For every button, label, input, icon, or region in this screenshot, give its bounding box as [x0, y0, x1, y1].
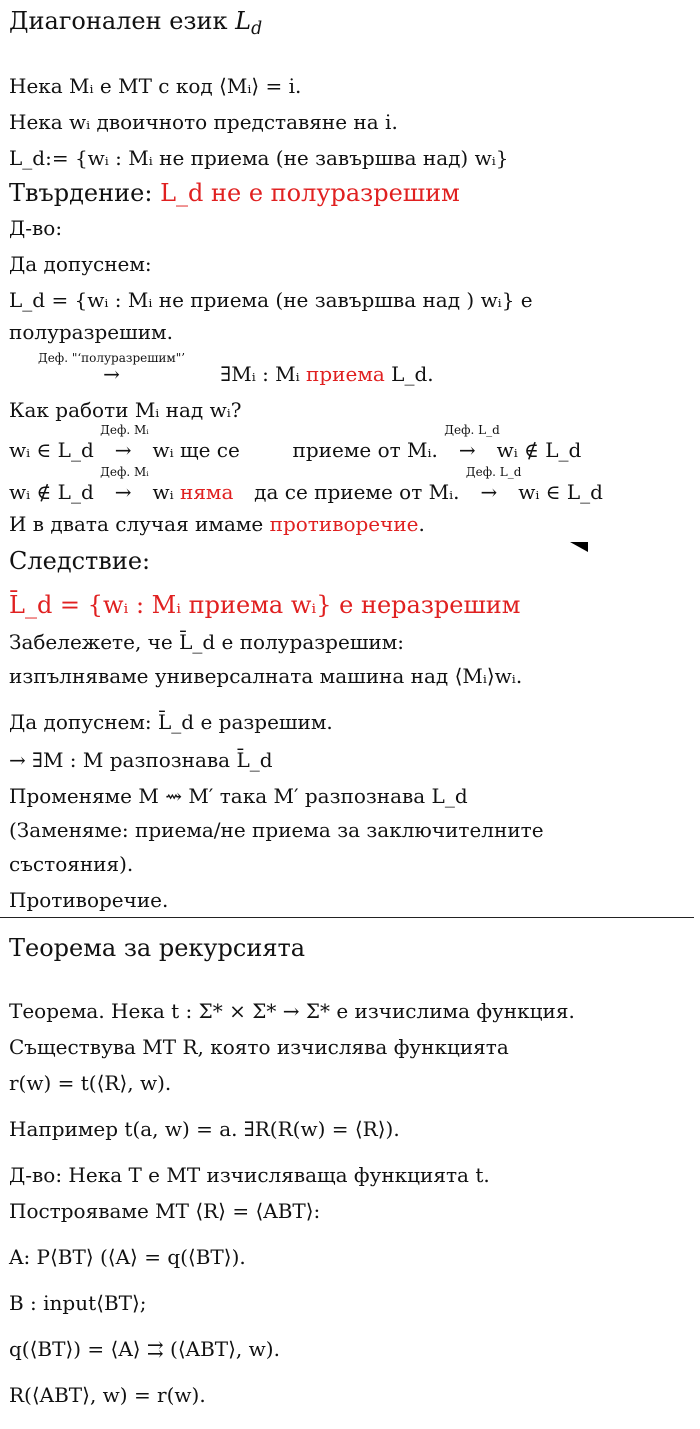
text-line: R(⟨ABT⟩, w) = r(w).	[9, 1383, 206, 1407]
text-line: Да допуснем: L̄_d е разрешим.	[9, 710, 333, 734]
definition-highlight: приема	[306, 362, 385, 386]
case-line	[9, 465, 603, 504]
labelled-arrow	[9, 351, 214, 386]
case-highlight: няма	[179, 480, 234, 504]
slide-title: Теорема за рекурсията	[9, 934, 306, 962]
title-symbol: L	[235, 7, 252, 35]
text-line: B : input⟨BT⟩;	[9, 1291, 147, 1315]
case-line	[9, 423, 582, 462]
conclusion-text: И в двата случая имаме	[9, 512, 264, 536]
text-line: L_d:= {wᵢ : Mᵢ не приема (не завършва над) wᵢ}	[9, 146, 509, 170]
arrow-label: Деф. L_d	[465, 465, 522, 479]
text-line: Д-во: Нека T е МТ изчисляваща функцията t.	[9, 1163, 490, 1187]
claim	[9, 178, 460, 208]
text-line: Да допуснем:	[9, 252, 152, 276]
text-line: Нека wᵢ двоичното представяне на i.	[9, 110, 398, 134]
arrow-icon: →	[458, 438, 476, 462]
conclusion-line	[9, 512, 425, 536]
case-text: приеме от Mᵢ.	[292, 438, 438, 462]
case-text: wᵢ ∈ L_d	[518, 480, 603, 504]
arrow-label: Деф. Mᵢ	[100, 423, 149, 437]
conclusion-text: .	[418, 512, 425, 536]
text-line: → ∃M : M разпознава L̄_d	[9, 748, 273, 772]
text-line: полуразрешим.	[9, 320, 173, 344]
case-text: да се приеме от Mᵢ.	[254, 480, 460, 504]
text-line: Съществува МТ R, която изчислява функцията	[9, 1035, 509, 1059]
slide-title	[9, 6, 262, 44]
case-text: wᵢ	[152, 480, 174, 504]
text-line: Например t(a, w) = a. ∃R(R(w) = ⟨R⟩).	[9, 1117, 400, 1141]
case-text: wᵢ ∉ L_d	[9, 480, 94, 504]
text-line: Как работи Mᵢ над wᵢ?	[9, 398, 242, 422]
arrow-label: Деф. "‘полуразрешим"’	[37, 351, 186, 365]
text-line: Забележете, че L̄_d е полуразрешим:	[9, 630, 405, 654]
text-line: r(w) = t(⟨R⟩, w).	[9, 1071, 172, 1095]
text-line: (Заменяме: приема/не приема за заключителните	[9, 818, 544, 842]
arrow-icon: →	[114, 480, 132, 504]
text-line: Противоречие.	[9, 888, 169, 912]
slide-divider	[0, 917, 694, 918]
case-text: wᵢ ∈ L_d	[9, 438, 94, 462]
text-line: Построяваме МТ ⟨R⟩ = ⟨ABT⟩:	[9, 1199, 321, 1223]
labelled-arrow	[465, 465, 522, 504]
arrow-icon: →	[103, 362, 120, 386]
title-text: Диагонален език	[9, 7, 228, 35]
text-line: Теорема. Нека t : Σ* × Σ* → Σ* е изчислима функция.	[9, 999, 575, 1023]
claim-label: Твърдение:	[9, 179, 153, 207]
text-line: L_d = {wᵢ : Mᵢ не приема (не завършва над ) wᵢ} е	[9, 288, 533, 312]
text-line: изпълняваме универсалната машина над ⟨Mᵢ⟩wᵢ.	[9, 664, 523, 688]
arrow-label: Деф. Mᵢ	[100, 465, 149, 479]
labelled-arrow	[100, 465, 149, 504]
case-text: wᵢ ∉ L_d	[496, 438, 582, 462]
conclusion-highlight: противоречие	[269, 512, 419, 536]
slide-recursion-theorem	[0, 921, 700, 1429]
definition-text: ∃Mᵢ : Mᵢ	[220, 362, 300, 386]
arrow-icon: →	[114, 438, 132, 462]
definition-text: L_d.	[391, 362, 434, 386]
text-line: Променяме M ⇝ M′ така M′ разпознава L_d	[9, 784, 468, 808]
pointer-marker-icon	[570, 542, 588, 552]
labelled-arrow	[444, 423, 500, 462]
claim-text: L_d не е полуразрешим	[160, 179, 460, 207]
corollary-label: Следствие:	[9, 547, 151, 575]
text-line: Нека Mᵢ е МТ с код ⟨Mᵢ⟩ = i.	[9, 74, 302, 98]
corollary-formula: L̄_d = {wᵢ : Mᵢ приема wᵢ} е неразрешим	[9, 591, 521, 619]
case-text: wᵢ ще се	[152, 438, 240, 462]
text-line: състояния).	[9, 852, 134, 876]
proof-label: Д-во:	[9, 216, 63, 240]
title-subscript: d	[251, 18, 263, 39]
arrow-label: Деф. L_d	[444, 423, 500, 437]
text-line: q(⟨BT⟩) = ⟨A⟩ ⇉ (⟨ABT⟩, w).	[9, 1337, 280, 1361]
definition-line	[9, 351, 434, 386]
labelled-arrow	[100, 423, 149, 462]
arrow-icon: →	[480, 480, 498, 504]
text-line: A: P⟨BT⟩ (⟨A⟩ = q(⟨BT⟩).	[9, 1245, 246, 1269]
